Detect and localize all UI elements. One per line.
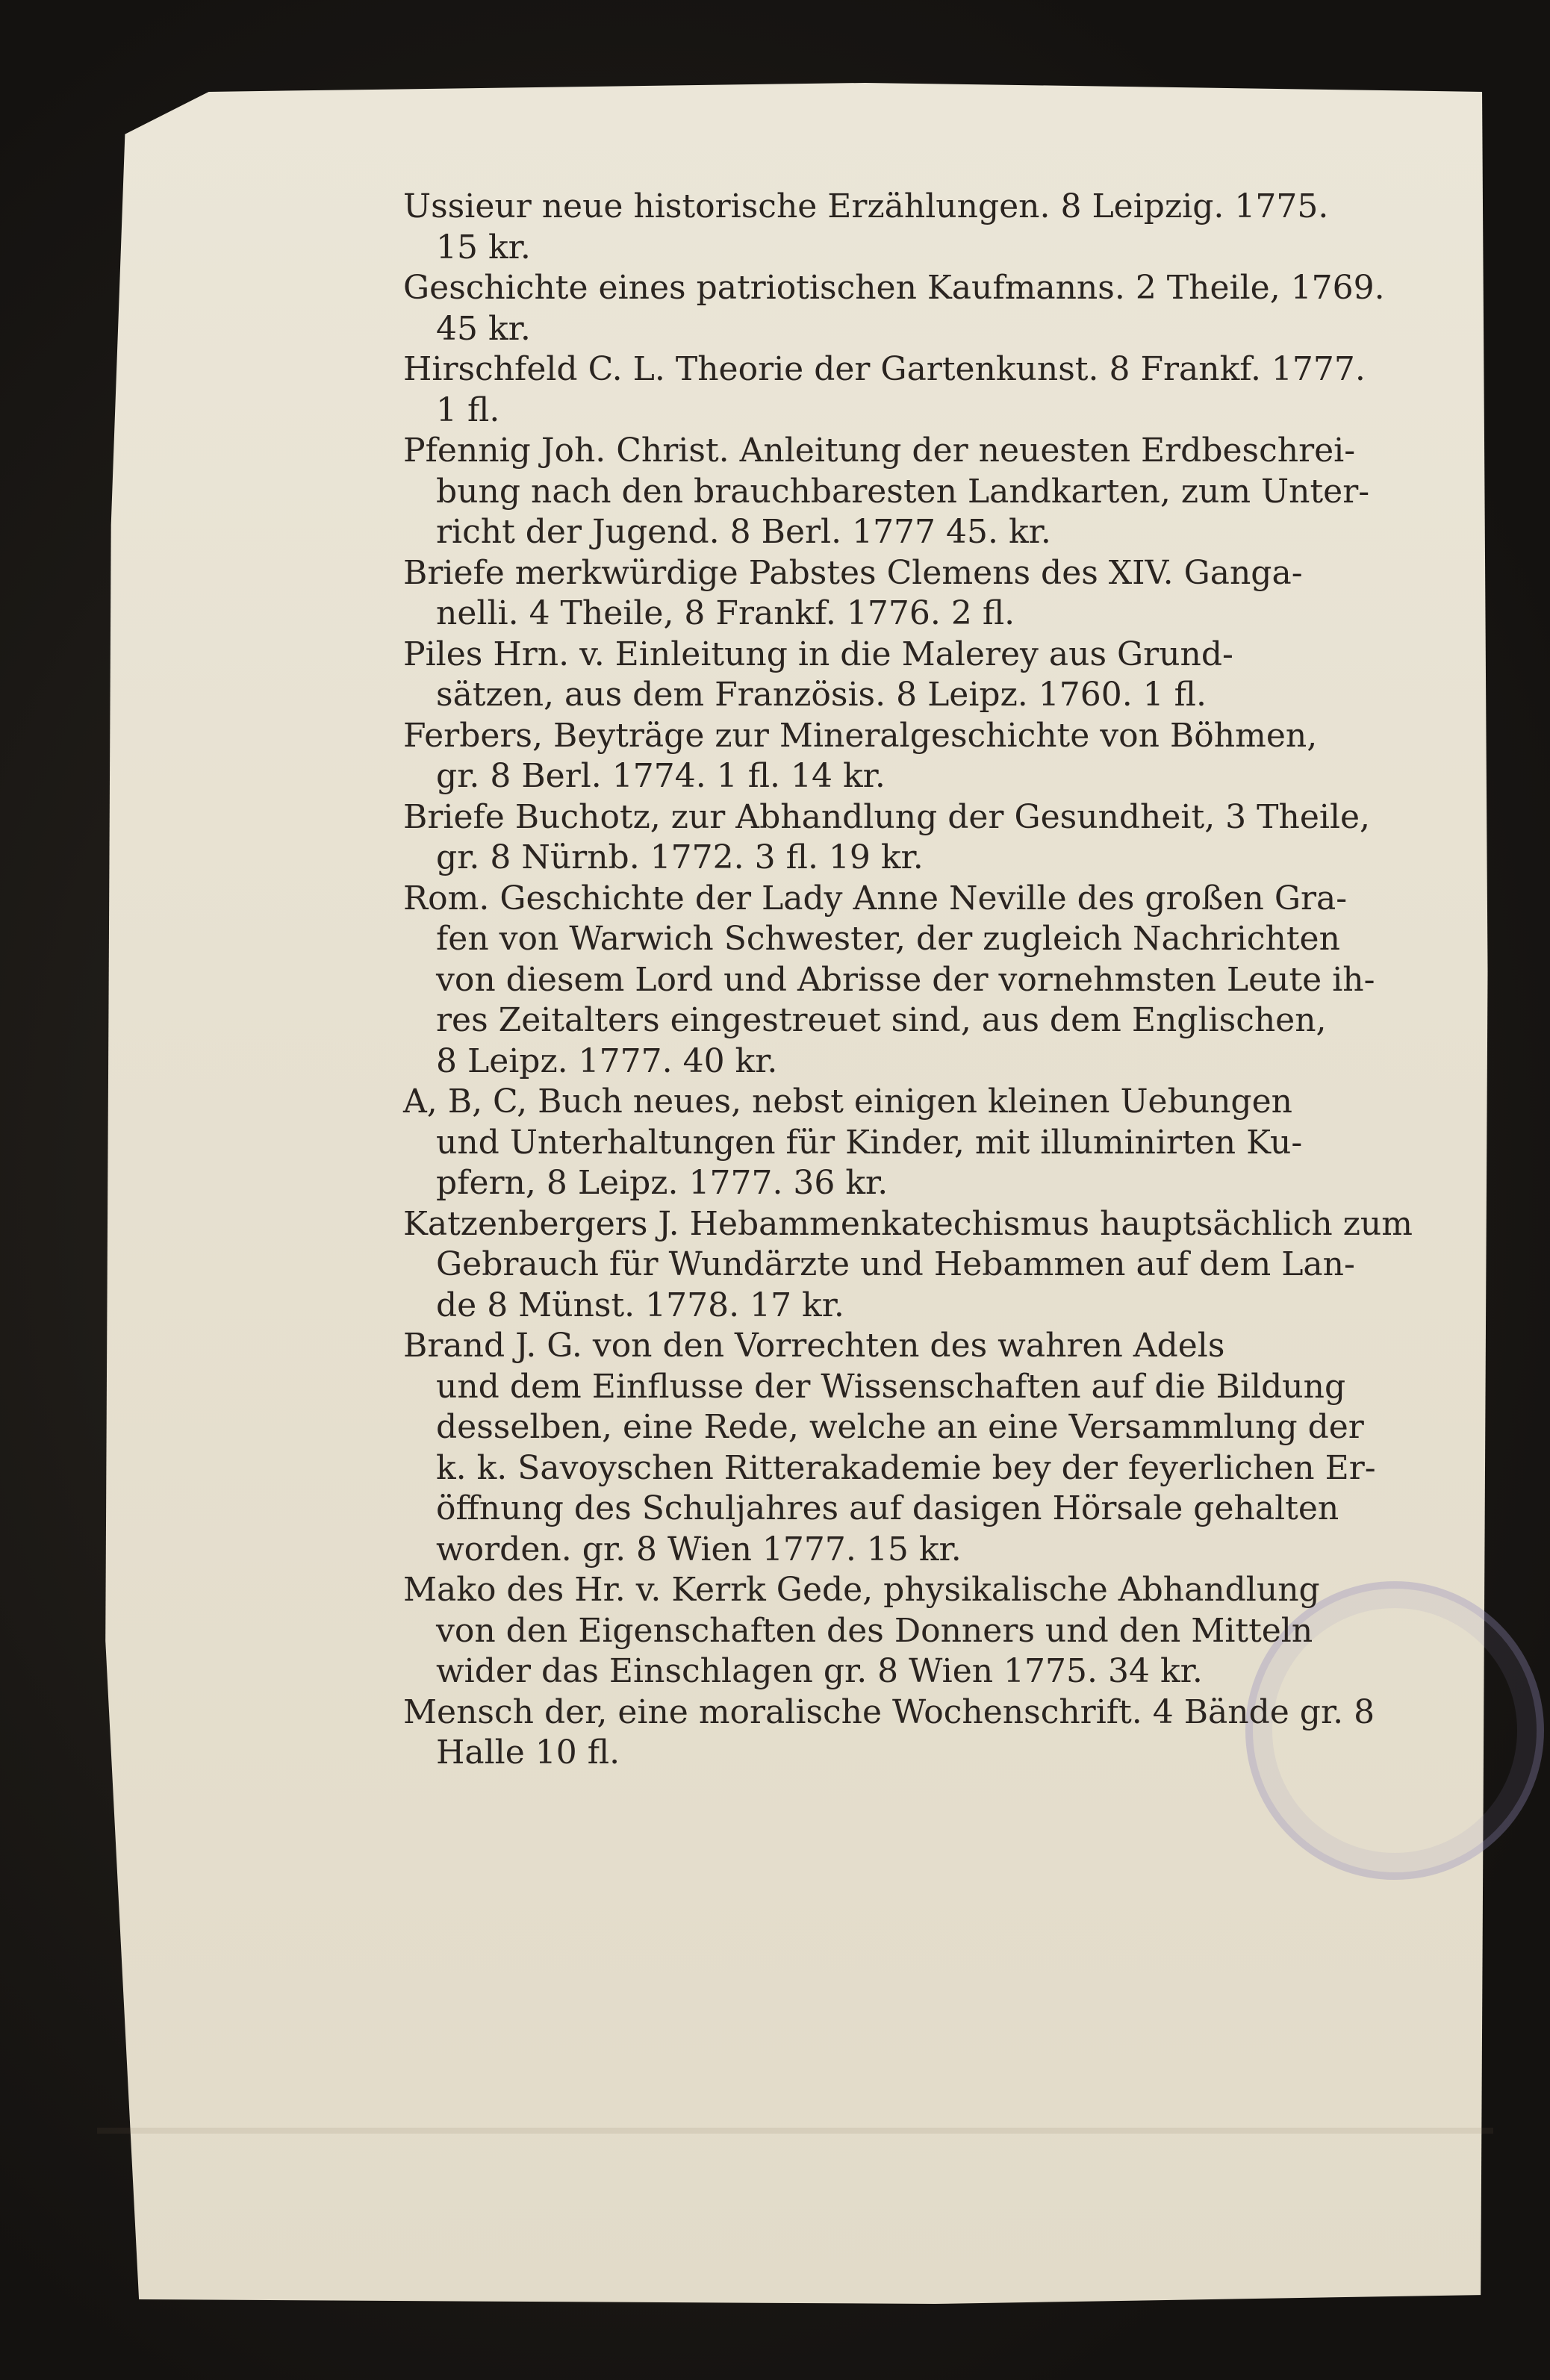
entry-line: gr. 8 Nürnb. 1772. 3 fl. 19 kr. bbox=[436, 838, 924, 876]
book-entry bbox=[403, 1204, 1413, 1327]
entry-line: Mako des Hr. v. Kerrk Gede, physikalische Abhandlung bbox=[403, 1571, 1320, 1609]
entry-line: Gebrauch für Wundärzte und Hebammen auf dem Lan- bbox=[436, 1245, 1355, 1283]
entry-line: worden. gr. 8 Wien 1777. 15 kr. bbox=[436, 1530, 962, 1569]
book-entry bbox=[403, 1570, 1336, 1692]
entry-line: Hirschfeld C. L. Theorie der Gartenkunst. 8 Frankf. 1777. bbox=[403, 350, 1366, 388]
entry-line: Pfennig Joh. Christ. Anleitung der neuesten Erdbeschrei- bbox=[403, 432, 1356, 470]
entry-line: Ussieur neue historische Erzählungen. 8 Leipzig. 1775. bbox=[403, 187, 1329, 225]
entry-line: gr. 8 Berl. 1774. 1 fl. 14 kr. bbox=[436, 757, 886, 795]
entry-line: 15 kr. bbox=[436, 228, 531, 267]
book-entry bbox=[403, 1692, 1375, 1774]
entry-line: Rom. Geschichte der Lady Anne Neville des großen Gra- bbox=[403, 879, 1348, 918]
entry-line: 45 kr. bbox=[436, 309, 531, 348]
entry-line: Briefe Buchotz, zur Abhandlung der Gesundheit, 3 Theile, bbox=[403, 797, 1371, 836]
book-entry bbox=[403, 716, 1336, 797]
book-entry bbox=[403, 1326, 1376, 1570]
book-entry bbox=[403, 879, 1375, 1082]
entry-line: und dem Einflusse der Wissenschaften auf die Bildung bbox=[436, 1367, 1346, 1406]
entry-line: Ferbers, Beyträge zur Mineralgeschichte von Böhmen, bbox=[403, 716, 1318, 755]
book-entry bbox=[403, 349, 1366, 431]
entry-line: de 8 Münst. 1778. 17 kr. bbox=[436, 1286, 844, 1324]
entry-line: k. k. Savoyschen Ritterakademie bey der feyerlichen Er- bbox=[436, 1448, 1376, 1487]
book-entry bbox=[403, 553, 1336, 635]
book-entry bbox=[403, 1082, 1336, 1204]
entry-line: von den Eigenschaften des Donners und den Mitteln bbox=[436, 1611, 1313, 1650]
entry-line: nelli. 4 Theile, 8 Frankf. 1776. 2 fl. bbox=[436, 594, 1015, 632]
entry-line: A, B, C, Buch neues, nebst einigen kleinen Uebungen bbox=[403, 1082, 1292, 1121]
book-entry bbox=[403, 431, 1370, 553]
book-entry bbox=[403, 268, 1385, 349]
entry-line: res Zeitalters eingestreuet sind, aus dem Englischen, bbox=[436, 1001, 1327, 1039]
entry-line: 1 fl. bbox=[436, 390, 500, 429]
entry-line: fen von Warwich Schwester, der zugleich Nachrichten bbox=[436, 920, 1340, 958]
book-entry bbox=[403, 635, 1336, 716]
entry-line: pfern, 8 Leipz. 1777. 36 kr. bbox=[436, 1164, 888, 1202]
entry-line: 8 Leipz. 1777. 40 kr. bbox=[436, 1041, 778, 1080]
book-entry bbox=[403, 797, 1371, 879]
entry-line: Katzenbergers J. Hebammenkatechismus hauptsächlich zum bbox=[403, 1204, 1413, 1243]
entry-line: Briefe merkwürdige Pabstes Clemens des XIV. Ganga- bbox=[403, 553, 1303, 592]
entry-line: wider das Einschlagen gr. 8 Wien 1775. 34 kr. bbox=[436, 1652, 1203, 1690]
entry-line: desselben, eine Rede, welche an eine Versammlung der bbox=[436, 1408, 1364, 1446]
entry-line: von diesem Lord und Abrisse der vornehmsten Leute ih- bbox=[436, 960, 1375, 999]
entry-line: öffnung des Schuljahres auf dasigen Hörsale gehalten bbox=[436, 1489, 1339, 1527]
paper-fold-crease bbox=[97, 2128, 1493, 2134]
entry-line: bung nach den brauchbaresten Landkarten, zum Unter- bbox=[436, 472, 1370, 511]
entry-line: Brand J. G. von den Vorrechten des wahren Adels bbox=[403, 1327, 1225, 1365]
entry-line: Halle 10 fl. bbox=[436, 1733, 620, 1772]
book-list bbox=[403, 187, 1413, 1774]
book-entry bbox=[403, 187, 1336, 268]
entry-line: Mensch der, eine moralische Wochenschrift. 4 Bände gr. 8 bbox=[403, 1692, 1375, 1731]
entry-line: und Unterhaltungen für Kinder, mit illuminirten Ku- bbox=[436, 1123, 1303, 1162]
entry-line: richt der Jugend. 8 Berl. 1777 45. kr. bbox=[436, 513, 1051, 551]
entry-line: Piles Hrn. v. Einleitung in die Malerey aus Grund- bbox=[403, 635, 1233, 673]
entry-line: Geschichte eines patriotischen Kaufmanns. 2 Theile, 1769. bbox=[403, 269, 1385, 307]
entry-line: sätzen, aus dem Französis. 8 Leipz. 1760. 1 fl. bbox=[436, 676, 1207, 714]
